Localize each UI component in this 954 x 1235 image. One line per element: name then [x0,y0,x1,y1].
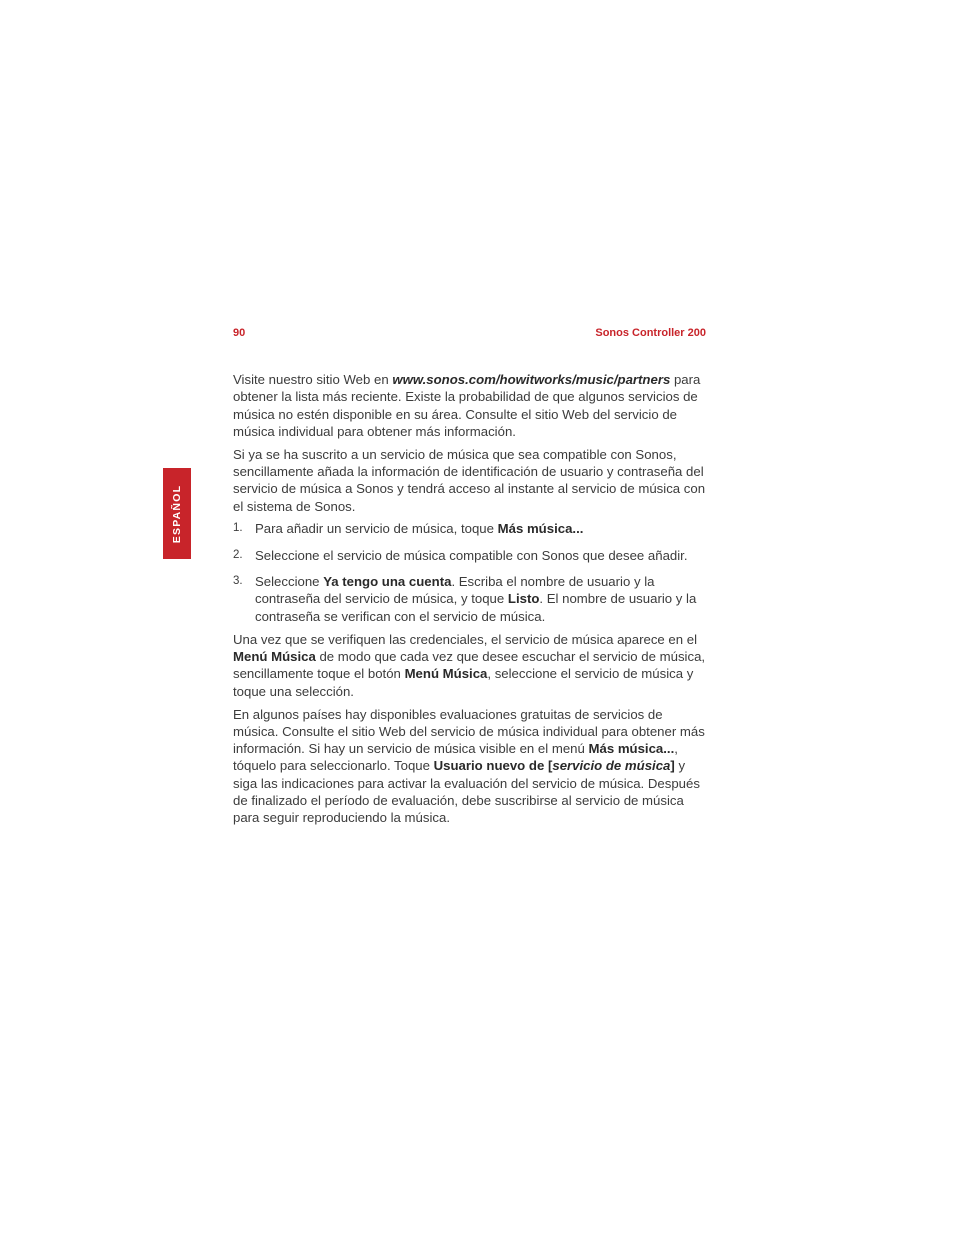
language-side-tab [163,468,191,559]
step-number: 1. [233,522,243,535]
paragraph-music-menu: Una vez que se verifiquen las credenciales, el servicio de música aparece en el Menú Música de modo que cada vez que desee escuchar el servicio de música, sencillamente toque el botón Menú Música, seleccione el servicio de música y toque una selección. [233,631,706,699]
partners-url-link[interactable]: www.sonos.com/howitworks/music/partners [392,372,671,387]
list-item-step-3: 3. Seleccione Ya tengo una cuenta. Escriba el nombre de usuario y la contraseña del servicio de música, y toque Listo. El nombre de usuario y la contraseña se verifican con el servicio de música. [233,573,697,624]
paragraph-partners: Visite nuestro sitio Web en www.sonos.com/howitworks/music/partners para obtener la lista más reciente. Existe la probabilidad de que algunos servicios de música no estén disponible en su área. Consulte el sitio Web del servicio de música individual para obtener más información. [233,372,701,439]
paragraph-free-trials: En algunos países hay disponibles evaluaciones gratuitas de servicios de música. Consulte el sitio Web del servicio de música individual para obtener más información. Si hay un servicio de música visible en el menú Más música..., tóquelo para seleccionarlo. Toque Usuario nuevo de [servicio de música] y siga las indicaciones para activar la evaluación del servicio de música. Después de finalizado el período de evaluación, debe suscribirse al servicio de música para seguir reproduciendo la música. [233,706,705,826]
list-item-step-1: 1. Para añadir un servicio de música, toque Más música... [233,521,584,537]
page-body [233,371,709,832]
paragraph-subscribed: Si ya se ha suscrito a un servicio de música que sea compatible con Sonos, sencillamente añada la información de identificación de usuario y contraseña del servicio de música a Sonos y tendrá acceso al instante al servicio de música con el sistema de Sonos. [233,446,706,514]
step-number: 3. [233,574,243,587]
language-tab-label: ESPAÑOL [171,484,183,543]
page-number: 90 [233,327,246,339]
list-item-step-2: 2. Seleccione el servicio de música compatible con Sonos que desee añadir. [233,547,688,563]
step-number: 2. [233,548,243,561]
steps-list [233,520,709,624]
running-header-title: Sonos Controller 200 [595,327,706,339]
